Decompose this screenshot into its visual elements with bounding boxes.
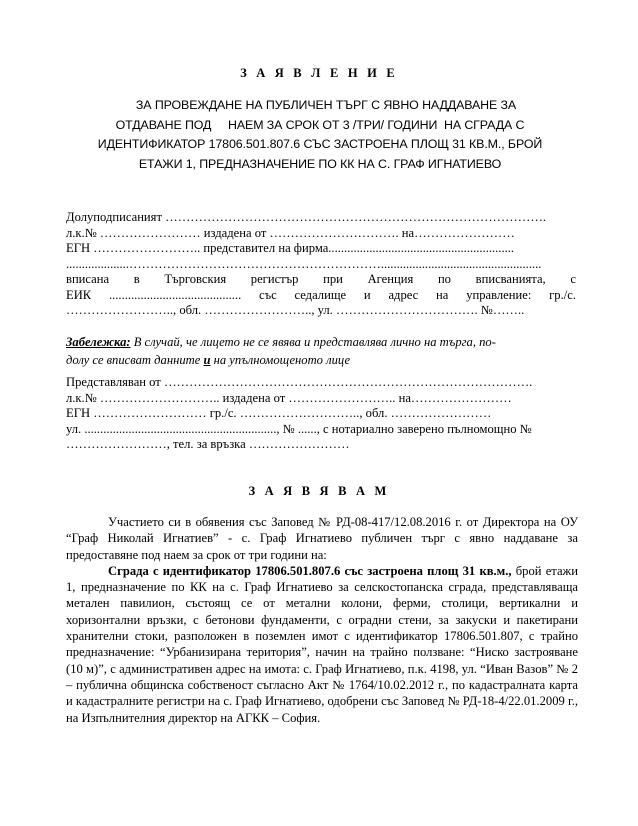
note-section xyxy=(66,333,576,369)
word: ЕИК xyxy=(66,287,92,302)
word: вписана xyxy=(66,272,110,286)
proxy-egn-line: ЕГН ……………………… гр./с. ……………………….., обл. …………………… xyxy=(66,406,492,420)
document-title: З А Я В Л Е Н И Е xyxy=(240,66,398,80)
word: Агенция xyxy=(367,272,414,286)
word: вписванията, xyxy=(475,272,546,286)
word: седалище xyxy=(294,287,347,302)
word: на xyxy=(436,287,449,302)
word: .......................................... xyxy=(108,287,242,302)
declaration-body xyxy=(66,514,578,726)
heading-line: ЗА ПРОВЕЖДАНЕ НА ПУБЛИЧЕН ТЪРГ С ЯВНО НАДДАВАНЕ ЗА xyxy=(135,98,517,112)
word: и xyxy=(363,287,371,302)
proxy-id-line: л.к.№ ……………………….. издадена от …………………….. на…………………… xyxy=(66,390,512,405)
word: гр./с. xyxy=(549,287,576,302)
registration-line xyxy=(66,272,576,288)
address-line: …………………….., обл. …………………….., ул. ……………………………. №…….. xyxy=(66,303,525,317)
note-line xyxy=(66,351,576,369)
heading-line: ИДЕНТИФИКАТОР 17806.501.807.6 СЪС ЗАСТРОЕНА ПЛОЩ 31 КВ.М., БРОЙ xyxy=(97,137,543,152)
heading-line: ЕТАЖИ 1, ПРЕДНАЗНАЧЕНИЕ ПО КК НА С. ГРАФ ИГНАТИЕВО xyxy=(138,156,502,171)
proxy-name-line: Представляван от ……………………………………………………………………………. xyxy=(66,375,533,389)
note-text: долу се вписват данните xyxy=(66,353,204,367)
note-emphasis: и xyxy=(203,353,211,367)
body-paragraph: Участието си в обявения със Заповед № РД-08-417/12.08.2016 г. от Директора на ОУ “Граф Николай Игнатиев” - с. Граф Игнатиево публичен търг с явно наддаване за предоставяне под наем за срок от три години на: xyxy=(66,515,578,562)
document-heading xyxy=(66,96,574,174)
word: Търговския xyxy=(164,272,227,286)
word: регистър xyxy=(250,272,299,286)
applicant-section xyxy=(66,210,576,319)
note-label: Забележка: xyxy=(66,335,131,349)
id-card-line: л.к.№ …………………… издадена от …………………………. на…………………… xyxy=(66,225,515,240)
heading-line: ОТДАВАНЕ ПОД НАЕМ ЗА СРОК ОТ 3 /ТРИ/ ГОДИНИ НА СГРАДА С xyxy=(115,117,525,132)
word: при xyxy=(323,272,343,286)
egn-line: ЕГН …………………….. представител на фирма........................................................... xyxy=(66,241,515,255)
eik-address-line xyxy=(66,288,576,304)
applicant-name-line: Долуподписаният ………………………………………………………………………………. xyxy=(66,210,547,224)
word: адрес xyxy=(388,287,419,302)
word: с xyxy=(570,272,576,286)
company-line: ....................……………………………………………………................................................... xyxy=(66,256,542,271)
proxy-phone-line: ……………………, тел. за връзка …………………… xyxy=(66,437,350,451)
word: по xyxy=(437,272,451,286)
property-title: Сграда с идентификатор 17806.501.807.6 със застроена площ 31 кв.м., xyxy=(108,563,512,578)
declaration-heading: З А Я В Я В А М xyxy=(248,484,390,498)
word: управление: xyxy=(466,287,532,302)
body-paragraph xyxy=(66,563,578,726)
note-text: на упълномощеното лице xyxy=(210,353,351,367)
word: в xyxy=(133,272,140,286)
proxy-street-line: ул. ............................................................., № ......, с нотариално заверено пълномощно № xyxy=(66,421,532,436)
word: със xyxy=(259,287,277,302)
note-text: В случай, че лицето не се явява и представлява лично на търга, по- xyxy=(130,335,496,349)
proxy-section xyxy=(66,375,576,453)
note-line xyxy=(66,333,576,351)
property-description: брой етажи 1, предназначение по КК на с. Граф Игнатиево за селскостопанска сграда, представляваща метален павилион, състоящ се от метални колони, ферми, столици, вертикални и хоризонтални връзки, с бетонови фундаменти, с оградни стени, за закуски и пакетирани хранителни стоки, разположен в поземлен имот с идентификатор 17806.501.807, с трайно предназначение: “Урбанизирана територия”, начин на трайно ползване: “Ниско застрояване (10 м)”, с административен адрес на имота: с. Граф Игнатиево, п.к. 4198, ул. “Иван Вазов” № 2 – публична общинска собственост съгласно Акт № 1764/10.02.2012 г., по кадастралната карта и кадастралните регистри на с. Граф Игнатиево, одобрени със Заповед № РД-18-4/22.01.2009 г., на Изпълнителния директор на АГКК – София. xyxy=(66,563,578,725)
